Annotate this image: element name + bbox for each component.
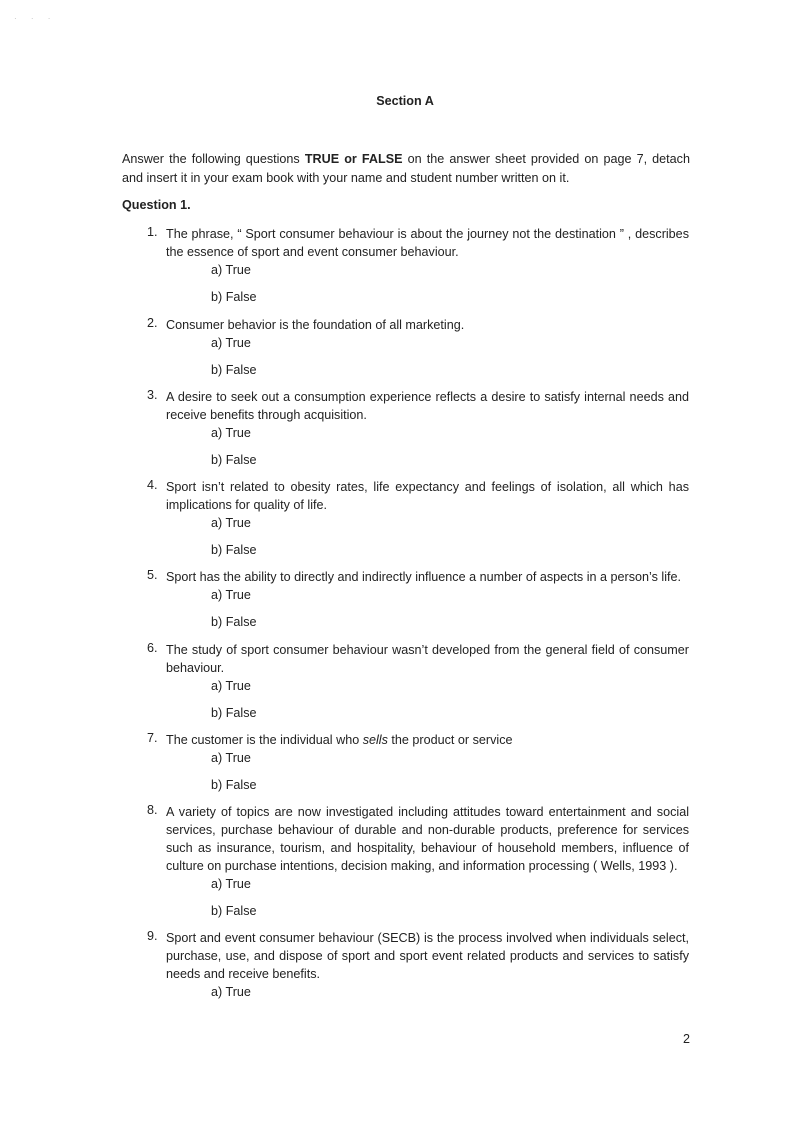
instructions	[122, 150, 690, 188]
option-true: a) True	[211, 588, 251, 602]
instructions-emphasis: TRUE or FALSE	[304, 152, 403, 166]
question-number: 8.	[147, 803, 158, 817]
option-false: b) False	[211, 778, 257, 792]
question-number: 9.	[147, 929, 158, 943]
option-false: b) False	[211, 290, 257, 304]
question-6	[147, 641, 689, 722]
question-3	[147, 388, 689, 469]
question-number: 4.	[147, 478, 158, 492]
question-text-part: The customer is the individual who	[166, 733, 363, 747]
question-7	[147, 731, 689, 794]
option-true: a) True	[211, 751, 251, 765]
question-text: Sport and event consumer behaviour (SECB) is the process involved when individuals select, purchase, use, and dispose of sport and sport event related products and services to satisfy needs and receive benefits.	[166, 931, 689, 981]
question-number: 1.	[147, 225, 158, 239]
question-text: Consumer behavior is the foundation of all marketing.	[166, 318, 465, 332]
scan-marks: · · ·	[14, 14, 57, 23]
question-8	[147, 803, 689, 920]
question-text-part: the product or service	[387, 733, 513, 747]
question-number: 3.	[147, 388, 158, 402]
question-text: A variety of topics are now investigated including attitudes toward entertainment and social services, purchase behaviour of durable and non-durable products, preference for services such as insurance, tourism, and hospitality, behaviour of household members, influence of culture on purchase intentions, decision making, and information processing ( Wells, 1993 ).	[166, 805, 689, 873]
question-number: 2.	[147, 316, 158, 330]
question-text: Sport isn’t related to obesity rates, life expectancy and feelings of isolation, all which has implications for quality of life.	[166, 480, 689, 512]
page-number: 2	[683, 1032, 691, 1046]
question-9	[147, 929, 689, 1001]
question-text: The phrase, “ Sport consumer behaviour is about the journey not the destination ” , describes the essence of sport and event consumer behaviour.	[166, 227, 689, 259]
option-true: a) True	[211, 426, 251, 440]
option-false: b) False	[211, 706, 257, 720]
section-title: Section A	[376, 94, 434, 108]
question-5	[147, 568, 689, 631]
question-2	[147, 316, 689, 379]
question-number: 6.	[147, 641, 158, 655]
question-1	[147, 225, 689, 306]
question-4	[147, 478, 689, 559]
question-number: 7.	[147, 731, 158, 745]
option-true: a) True	[211, 679, 251, 693]
option-false: b) False	[211, 904, 257, 918]
option-true: a) True	[211, 877, 251, 891]
option-false: b) False	[211, 543, 257, 557]
option-false: b) False	[211, 615, 257, 629]
question-text: Sport has the ability to directly and indirectly influence a number of aspects in a person’s life.	[166, 570, 681, 584]
option-false: b) False	[211, 453, 257, 467]
question-text-emphasis: sells	[362, 733, 388, 747]
question-number: 5.	[147, 568, 158, 582]
instructions-text: on the answer sheet provided on page 7, detach and insert it in your exam book with your name and student number written on it.	[122, 152, 690, 185]
question-heading: Question 1.	[122, 198, 191, 212]
question-text	[166, 731, 689, 749]
question-text: The study of sport consumer behaviour wasn’t developed from the general field of consumer behaviour.	[166, 643, 689, 675]
option-true: a) True	[211, 263, 251, 277]
option-false: b) False	[211, 363, 257, 377]
instructions-text: Answer the following questions	[122, 152, 305, 166]
option-true: a) True	[211, 985, 251, 999]
option-true: a) True	[211, 516, 251, 530]
question-text: A desire to seek out a consumption experience reflects a desire to satisfy internal needs and receive benefits through acquisition.	[166, 390, 689, 422]
option-true: a) True	[211, 336, 251, 350]
